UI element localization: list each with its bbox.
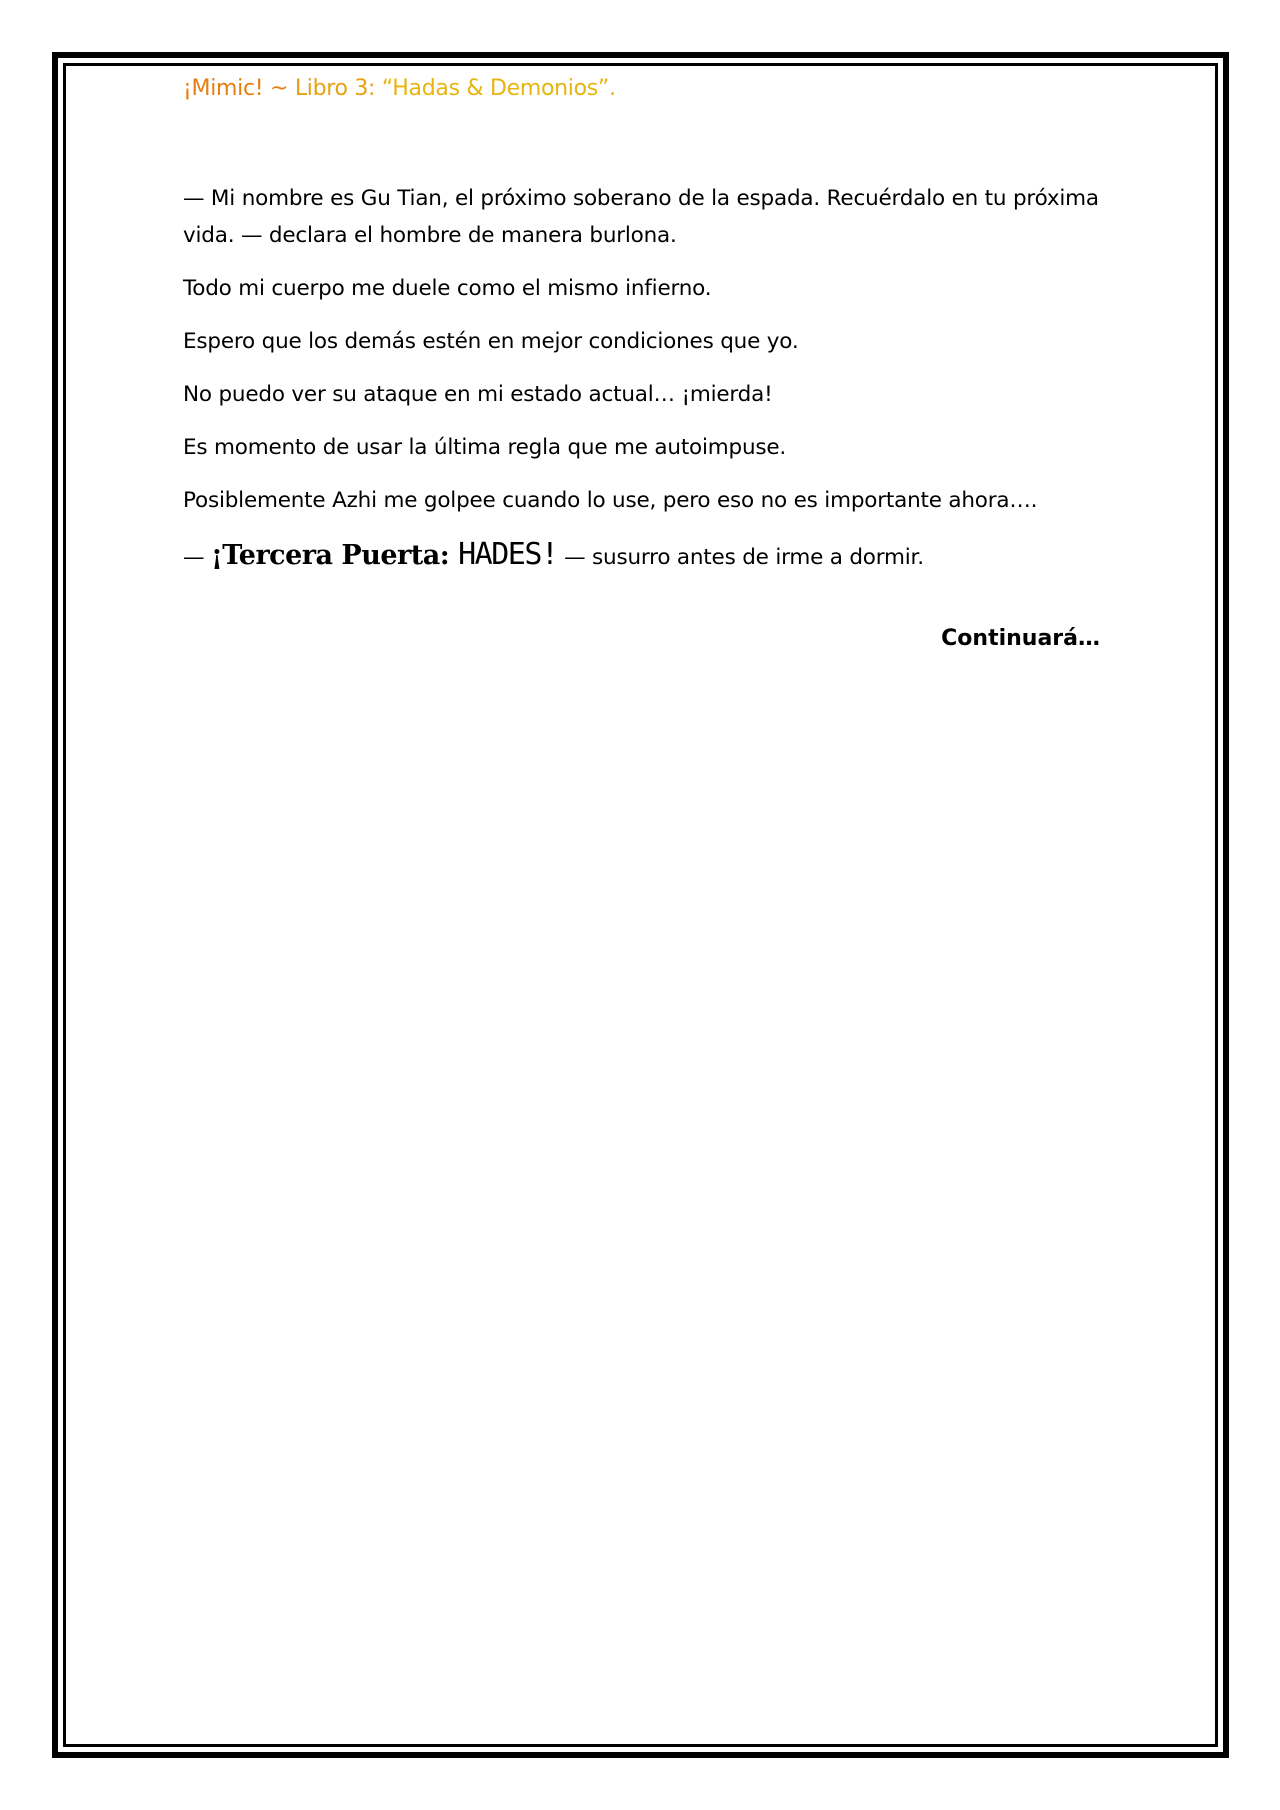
header-title: ¡Mimic!: [183, 76, 264, 101]
body-text: [183, 180, 1103, 578]
page-content: [183, 74, 1103, 594]
closing-text: Continuará…: [941, 626, 1100, 651]
final-dash: —: [183, 545, 211, 570]
paragraph-5: Es momento de usar la última regla que me autoimpuse.: [183, 435, 787, 460]
paragraph-6: Posiblemente Azhi me golpee cuando lo use, pero eso no es importante ahora….: [183, 488, 1038, 513]
paragraph-2: Todo mi cuerpo me duele como el mismo infierno.: [183, 276, 712, 301]
paragraph-1: — Mi nombre es Gu Tian, el próximo soberano de la espada. Recuérdalo en tu próxima vida. — declara el hombre de manera burlona.: [183, 186, 1099, 248]
header-book: Libro 3:: [294, 76, 382, 101]
paragraph-4: No puedo ver su ataque en mi estado actual… ¡mierda!: [183, 382, 773, 407]
final-rest: — susurro antes de irme a dormir.: [557, 545, 924, 570]
paragraph-final: [183, 535, 1103, 578]
final-shout-name: HADES!: [458, 537, 558, 572]
running-header: [183, 74, 1103, 104]
paragraph-3: Espero que los demás estén en mejor condiciones que yo.: [183, 329, 799, 354]
header-separator: ~: [263, 76, 295, 101]
header-subtitle: “Hadas & Demonios”.: [381, 76, 616, 101]
final-shout: ¡Tercera Puerta:: [210, 540, 459, 571]
